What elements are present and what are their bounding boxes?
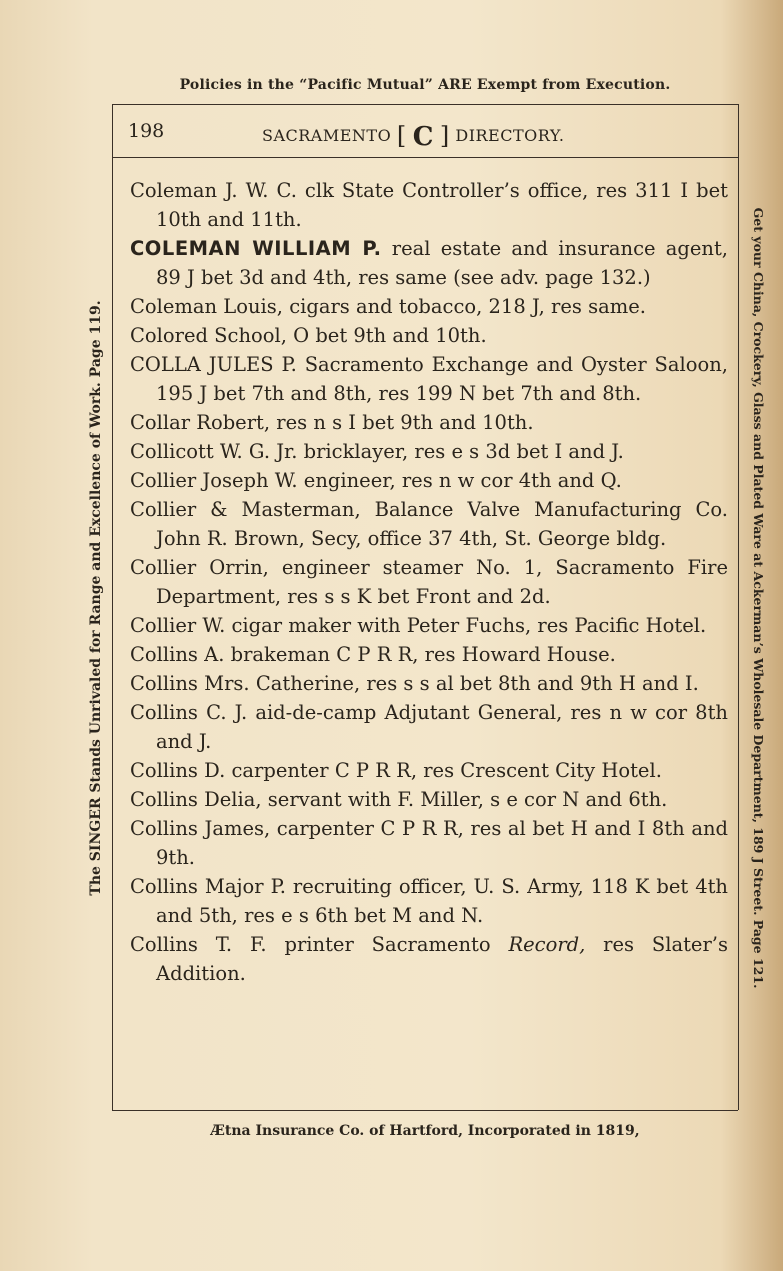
top-rule (112, 104, 738, 105)
running-head (112, 112, 738, 156)
left-border-rule (112, 104, 113, 1110)
entry-text: Coleman Louis, cigars and tobacco, 218 J, res same. (130, 295, 646, 318)
directory-entry (130, 640, 728, 669)
directory-entry (130, 756, 728, 785)
directory-entry (130, 872, 728, 930)
entry-name-bold: COLEMAN WILLIAM P. (130, 237, 382, 260)
entry-text-after: res Slater’s Addition. (156, 933, 729, 985)
entry-italic-text: Record, (508, 933, 586, 956)
directory-entry (130, 698, 728, 756)
section-letter: C (412, 122, 434, 152)
entry-text: Collier W. cigar maker with Peter Fuchs, res Pacific Hotel. (130, 614, 707, 637)
entry-text: Collins Mrs. Catherine, res s s al bet 8th and 9th H and I. (130, 672, 699, 695)
directory-entries (130, 176, 728, 988)
entry-text: COLLA JULES P. Sacramento Exchange and Oyster Saloon, 195 J bet 7th and 8th, res 199 N bet 7th and 8th. (130, 353, 728, 405)
entry-text: Colored School, O bet 9th and 10th. (130, 324, 487, 347)
entry-text: real estate and insurance agent, 89 J bet 3d and 4th, res same (see adv. page 132.) (156, 237, 729, 289)
bracket-open: [ (396, 122, 407, 150)
directory-entry (130, 350, 728, 408)
directory-entry (130, 292, 728, 321)
bottom-advertisement: Ætna Insurance Co. of Hartford, Incorporated in 1819, (210, 1123, 640, 1139)
entry-text: Collins Delia, servant with F. Miller, s e cor N and 6th. (130, 788, 668, 811)
directory-entry (130, 234, 728, 292)
directory-entry (130, 437, 728, 466)
directory-entry (130, 495, 728, 553)
running-head-right-word: DIRECTORY. (455, 126, 565, 145)
right-margin-advertisement: Get your China, Crockery, Glass and Plated Ware at Ackerman’s Wholesale Department, 189 J Street. Page 121. (751, 207, 766, 989)
entry-text: Collier Joseph W. engineer, res n w cor 4th and Q. (130, 469, 622, 492)
entry-text: Collins C. J. aid-de-camp Adjutant General, res n w cor 8th and J. (130, 701, 728, 753)
directory-entry (130, 176, 728, 234)
entry-text: Collier Orrin, engineer steamer No. 1, Sacramento Fire Department, res s s K bet Front and 2d. (130, 556, 728, 608)
directory-entry (130, 466, 728, 495)
entry-text: Collins James, carpenter C P R R, res al bet H and I 8th and 9th. (130, 817, 728, 869)
right-border-rule (738, 104, 739, 1110)
entry-text: Collins A. brakeman C P R R, res Howard House. (130, 643, 616, 666)
page-number: 198 (128, 120, 165, 142)
entry-text: Collicott W. G. Jr. bricklayer, res e s 3d bet I and J. (130, 440, 624, 463)
directory-entry (130, 669, 728, 698)
header-rule (112, 157, 738, 158)
bottom-rule (112, 1110, 738, 1111)
entry-text: Coleman J. W. C. clk State Controller’s office, res 311 I bet 10th and 11th. (130, 179, 728, 231)
entry-text: Collins Major P. recruiting officer, U. S. Army, 118 K bet 4th and 5th, res e s 6th bet M and N. (130, 875, 728, 927)
running-head-title (262, 122, 564, 152)
running-head-left-word: SACRAMENTO (262, 126, 392, 145)
directory-entry (130, 611, 728, 640)
directory-entry (130, 408, 728, 437)
bracket-close: ] (439, 122, 450, 150)
directory-entry (130, 814, 728, 872)
directory-entry (130, 930, 728, 988)
entry-text: Collins D. carpenter C P R R, res Crescent City Hotel. (130, 759, 662, 782)
directory-entry (130, 785, 728, 814)
directory-entry (130, 321, 728, 350)
top-advertisement: Policies in the “Pacific Mutual” ARE Exempt from Execution. (179, 77, 671, 93)
entry-text: Collar Robert, res n s I bet 9th and 10th. (130, 411, 534, 434)
directory-entry (130, 553, 728, 611)
entry-text: Collins T. F. printer Sacramento (130, 933, 509, 956)
left-margin-advertisement: The SINGER Stands Unrivaled for Range and Excellence of Work. Page 119. (88, 300, 104, 896)
entry-text: Collier & Masterman, Balance Valve Manufacturing Co. John R. Brown, Secy, office 37 4th, St. George bldg. (130, 498, 728, 550)
